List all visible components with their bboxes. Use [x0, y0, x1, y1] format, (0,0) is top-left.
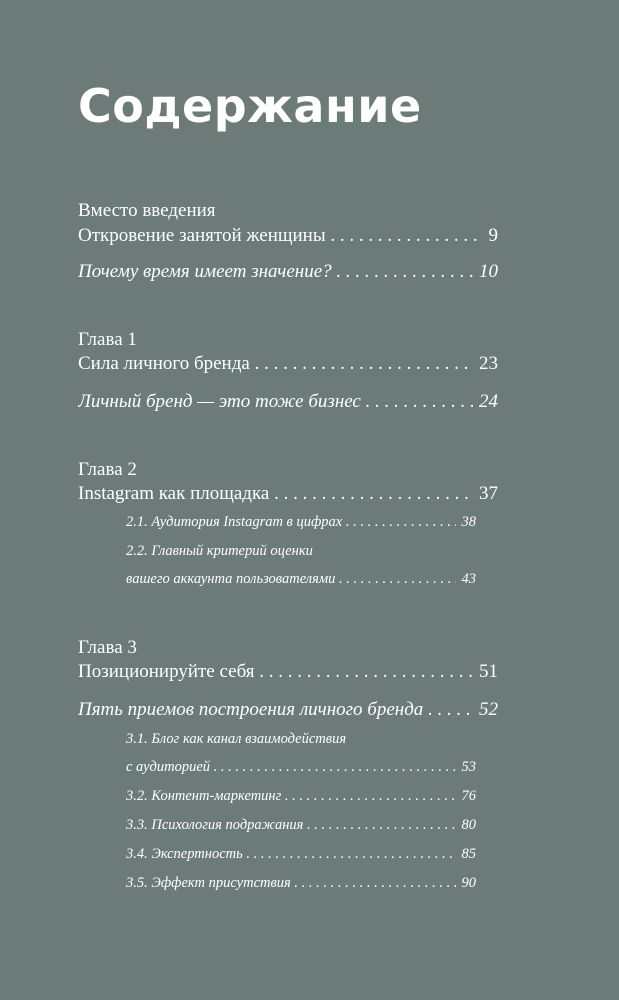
toc-entry-text: вашего аккаунта пользователями: [126, 571, 336, 587]
toc-entry-page: 80: [456, 815, 477, 835]
toc-entry-text: Почему время имеет значение?: [78, 261, 332, 282]
toc-entry-page: 38: [456, 512, 477, 532]
section-heading-chapter-1: Глава 1: [78, 329, 137, 350]
toc-entry-page: 85: [456, 844, 477, 864]
toc-entry-text: 3.3. Психология подражания: [126, 817, 304, 833]
toc-subentry[interactable]: [126, 757, 476, 777]
toc-entry-page: 52: [473, 698, 498, 722]
page-title: Содержание: [78, 79, 422, 133]
toc-entry-page: 23: [473, 352, 498, 376]
toc-subentry[interactable]: [126, 873, 476, 893]
toc-entry-text: Позиционируйте себя: [78, 661, 255, 682]
section-heading-chapter-2: Глава 2: [78, 459, 137, 480]
toc-entry-page: 53: [456, 757, 477, 777]
section-heading-chapter-3: Глава 3: [78, 637, 137, 658]
toc-entry-page: 10: [473, 260, 498, 284]
toc-entry-text: Instagram как площадка: [78, 483, 270, 504]
toc-subentry[interactable]: [126, 512, 476, 532]
toc-entry-page: 51: [473, 660, 498, 684]
toc-subentry[interactable]: [126, 815, 476, 835]
toc-entry-text: Откровение занятой женщины: [78, 225, 326, 246]
toc-entry-page: 24: [473, 390, 498, 414]
toc-entry-text: 3.4. Экспертность: [126, 846, 243, 862]
toc-entry-text: Пять приемов построения личного бренда: [78, 699, 424, 720]
toc-entry-text: с аудиторией: [126, 759, 211, 775]
toc-entry-text: 3.2. Контент-маркетинг: [126, 788, 282, 804]
toc-subentry[interactable]: [126, 729, 476, 749]
toc-entry-page: 76: [456, 786, 477, 806]
toc-subentry[interactable]: [126, 569, 476, 589]
toc-entry[interactable]: [78, 390, 498, 414]
toc-entry-text: 2.2. Главный критерий оценки: [126, 543, 313, 559]
toc-entry-page: 43: [456, 569, 477, 589]
toc-entry[interactable]: [78, 660, 498, 684]
toc-entry-text: 3.1. Блог как канал взаимодействия: [126, 731, 347, 747]
toc-entry-text: Сила личного бренда: [78, 353, 250, 374]
toc-entry[interactable]: [78, 482, 498, 506]
section-heading-intro: Вместо введения: [78, 200, 216, 221]
toc-entry-text: 3.5. Эффект присутствия: [126, 875, 291, 891]
toc-entry-page: 37: [473, 482, 498, 506]
toc-entry-text: 2.1. Аудитория Instagram в цифрах: [126, 514, 343, 530]
toc-subentry[interactable]: [126, 844, 476, 864]
toc-subentry[interactable]: [126, 786, 476, 806]
toc-entry-page: 9: [483, 224, 499, 248]
toc-entry[interactable]: [78, 224, 498, 248]
toc-entry-text: Личный бренд — это тоже бизнес: [78, 391, 361, 412]
toc-subentry[interactable]: [126, 541, 476, 561]
toc-entry[interactable]: [78, 260, 498, 284]
toc-entry[interactable]: [78, 698, 498, 722]
toc-entry-page: 90: [456, 873, 477, 893]
toc-entry[interactable]: [78, 352, 498, 376]
